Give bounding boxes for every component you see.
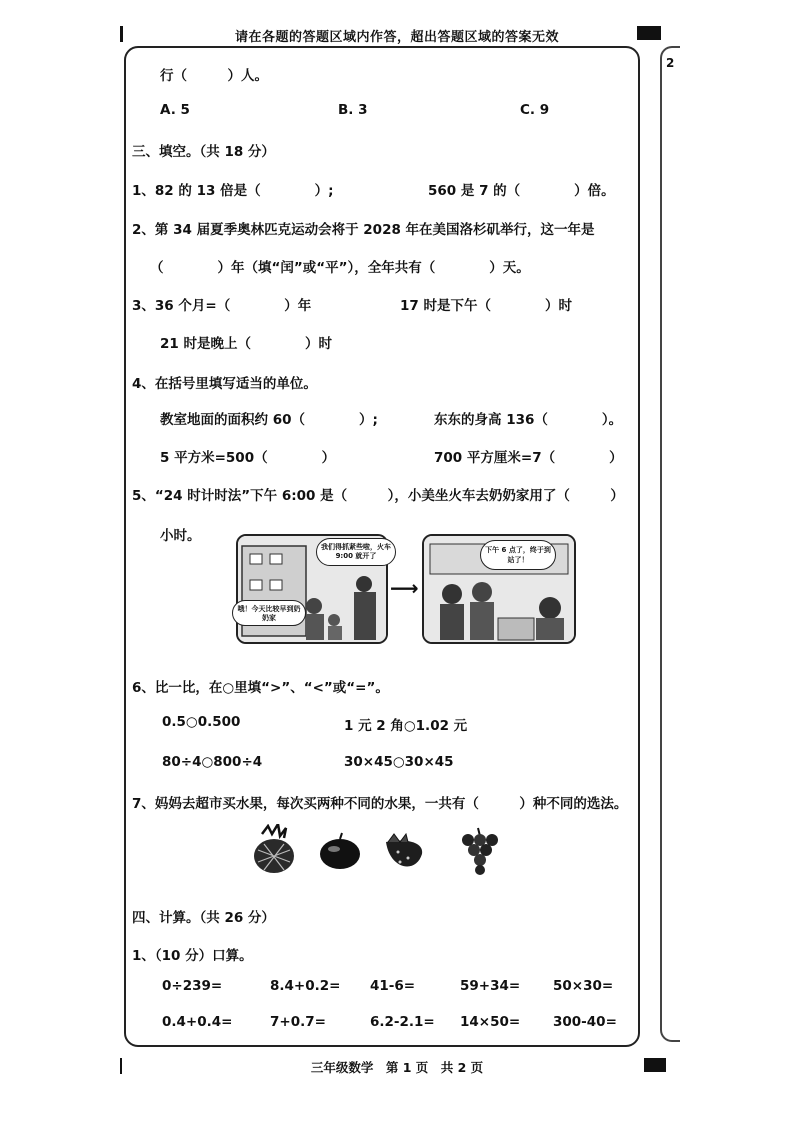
scan-alignment-mark-bottom	[644, 1058, 666, 1072]
speech-bubble-hurry	[316, 538, 396, 566]
right-arrow-icon: ⟶	[390, 576, 419, 600]
calc-row1-item: 8.4+0.2=	[270, 978, 341, 994]
fruit-row	[248, 824, 506, 876]
speech-bubble-early	[232, 600, 306, 626]
q3-3-part-c: 21 时是晚上（ ）时	[160, 336, 332, 352]
q3-4-prompt: 4、在括号里填写适当的单位。	[132, 376, 317, 392]
calc-row2-item: 300-40=	[553, 1014, 617, 1030]
calc-row2-item: 7+0.7=	[270, 1014, 326, 1030]
speech-bubble-hurry-text: 我们得抓紧些啦，火车 9:00 就开了	[321, 543, 391, 560]
q3-3-part-b: 17 时是下午（ ）时	[400, 298, 572, 314]
q3-5-line-2: 小时。	[160, 528, 201, 544]
q3-6-part-d: 30×45○30×45	[344, 754, 454, 770]
apple-icon	[320, 833, 360, 869]
q3-3-part-a: 3、36 个月=（ ）年	[132, 298, 312, 314]
q3-6-prompt: 6、比一比，在○里填“>”、“<”或“=”。	[132, 680, 389, 696]
q3-6-part-a: 0.5○0.500	[162, 714, 241, 730]
calc-row2-item: 14×50=	[460, 1014, 521, 1030]
calc-row2-item: 0.4+0.4=	[162, 1014, 233, 1030]
grapes-icon	[462, 828, 498, 875]
option-b: B. 3	[338, 102, 368, 118]
scan-alignment-mark-top	[637, 26, 661, 40]
speech-bubble-arrived	[480, 540, 556, 570]
option-a: A. 5	[160, 102, 190, 118]
q3-1-part-a: 1、82 的 13 倍是（ ）;	[132, 183, 334, 199]
calc-row2-item: 6.2-2.1=	[370, 1014, 435, 1030]
q3-4-part-d: 700 平方厘米=7（ ）	[434, 450, 623, 466]
next-column-number: 2	[666, 56, 675, 70]
calc-row1-item: 0÷239=	[162, 978, 223, 994]
q3-6-part-b: 1 元 2 角○1.02 元	[344, 718, 468, 734]
q4-1-prompt: 1、（10 分）口算。	[132, 948, 253, 964]
calc-row1-item: 59+34=	[460, 978, 521, 994]
calc-row1-item: 41-6=	[370, 978, 416, 994]
section-3-title: 三、填空。（共 18 分）	[132, 144, 275, 160]
next-column-frame	[660, 46, 680, 1042]
calc-row1-item: 50×30=	[553, 978, 614, 994]
option-c: C. 9	[520, 102, 550, 118]
section-4-title: 四、计算。（共 26 分）	[132, 910, 275, 926]
q3-4-part-b: 东东的身高 136（ ）。	[434, 412, 623, 428]
q3-2-line-2: （ ）年（填“闰”或“平”），全年共有（ ）天。	[150, 260, 530, 276]
pineapple-icon	[254, 824, 294, 873]
q3-7-prompt: 7、妈妈去超市买水果，每次买两种不同的水果，一共有（ ）种不同的选法。	[132, 796, 628, 812]
strawberry-icon	[386, 834, 422, 867]
speech-bubble-early-text: 哦！今天比较早到奶奶家	[237, 605, 301, 622]
prev-question-tail: 行（ ）人。	[160, 68, 268, 84]
q3-6-part-c: 80÷4○800÷4	[162, 754, 263, 770]
speech-bubble-arrived-text: 下午 6 点了，终于到站了！	[485, 546, 551, 564]
answer-area-notice: 请在各题的答题区域内作答，超出答题区域的答案无效	[234, 30, 559, 45]
q3-5-line-1: 5、“24 时计时法”下午 6:00 是（ ），小美坐火车去奶奶家用了（ ）	[132, 488, 624, 504]
q3-2-line-1: 2、第 34 届夏季奥林匹克运动会将于 2028 年在美国洛杉矶举行，这一年是	[132, 222, 595, 238]
q3-4-part-c: 5 平方米=500（ ）	[160, 450, 336, 466]
q3-1-part-b: 560 是 7 的（ ）倍。	[428, 183, 615, 199]
page-footer: 三年级数学 第 1 页 共 2 页	[310, 1060, 484, 1075]
q3-4-part-a: 教室地面的面积约 60（ ）;	[160, 412, 378, 428]
